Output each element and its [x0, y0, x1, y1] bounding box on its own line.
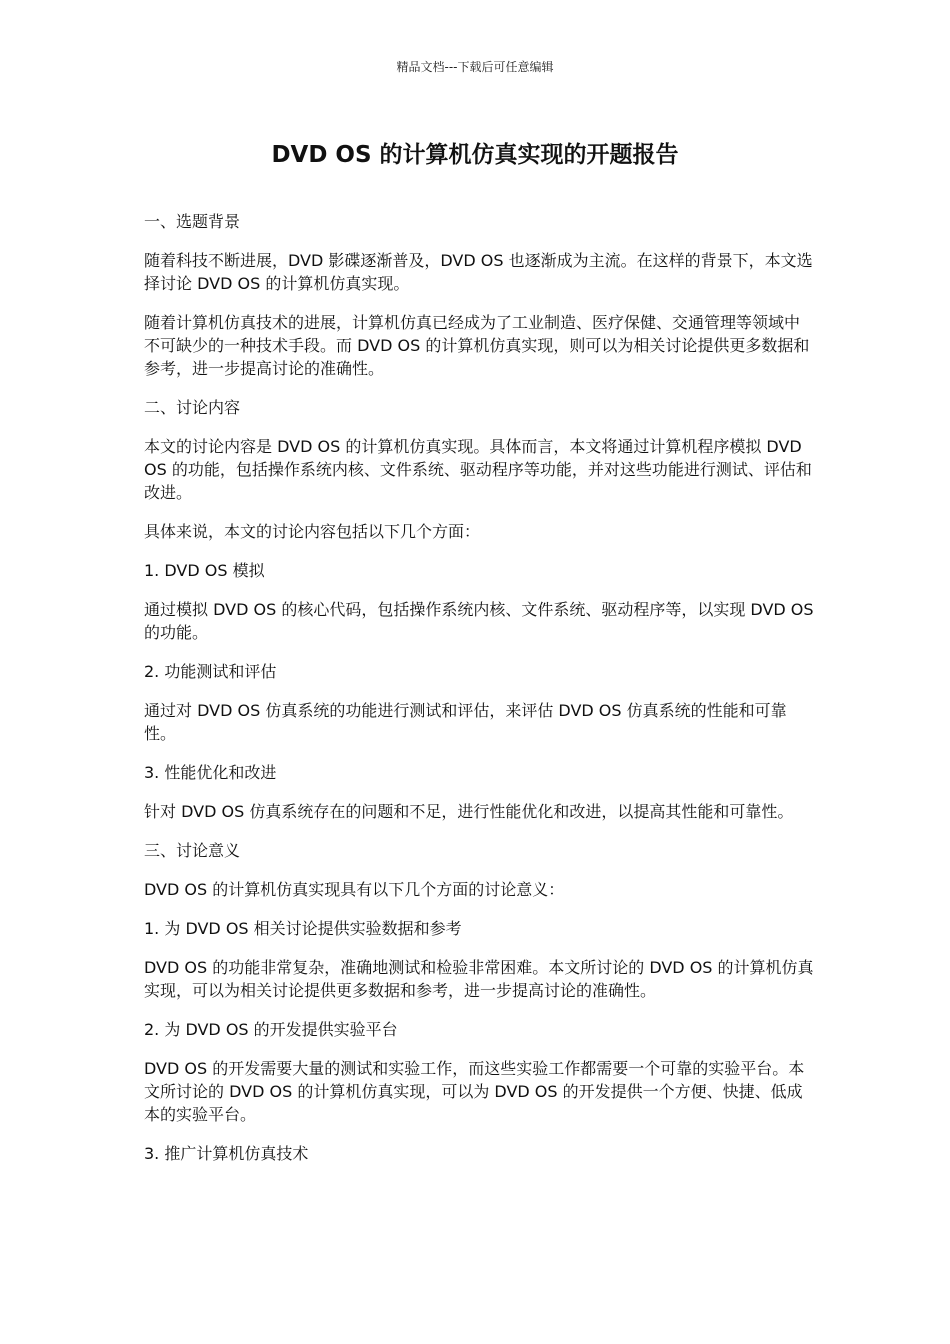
- list-heading: 1. DVD OS 模拟: [144, 561, 265, 580]
- list-heading: 3. 性能优化和改进: [144, 763, 277, 782]
- header-note: 精品文档---下载后可任意编辑: [396, 60, 554, 74]
- paragraph: DVD OS 的开发需要大量的测试和实验工作，而这些实验工作都需要一个可靠的实验平台。本文所讨论的 DVD OS 的计算机仿真实现，可以为 DVD OS 的开发提供一个方便、快捷、低成本的实验平台。: [144, 1059, 805, 1124]
- section-heading-background: 一、选题背景: [144, 212, 241, 231]
- paragraph: 本文的讨论内容是 DVD OS 的计算机仿真实现。具体而言，本文将通过计算机程序模拟 DVD OS 的功能，包括操作系统内核、文件系统、驱动程序等功能，并对这些功能进行测试、评估和改进。: [144, 437, 812, 502]
- document-title: DVD OS 的计算机仿真实现的开题报告: [271, 142, 679, 168]
- paragraph: 通过模拟 DVD OS 的核心代码，包括操作系统内核、文件系统、驱动程序等，以实现 DVD OS 的功能。: [144, 600, 814, 642]
- paragraph: 通过对 DVD OS 仿真系统的功能进行测试和评估，来评估 DVD OS 仿真系统的性能和可靠性。: [144, 701, 787, 743]
- list-heading: 3. 推广计算机仿真技术: [144, 1144, 309, 1163]
- list-heading: 1. 为 DVD OS 相关讨论提供实验数据和参考: [144, 919, 462, 938]
- paragraph: DVD OS 的功能非常复杂，准确地测试和检验非常困难。本文所讨论的 DVD OS 的计算机仿真实现，可以为相关讨论提供更多数据和参考，进一步提高讨论的准确性。: [144, 958, 814, 1000]
- list-heading: 2. 为 DVD OS 的开发提供实验平台: [144, 1020, 398, 1039]
- paragraph: 具体来说，本文的讨论内容包括以下几个方面：: [144, 522, 481, 541]
- paragraph: 随着科技不断进展，DVD 影碟逐渐普及，DVD OS 也逐渐成为主流。在这样的背景下，本文选择讨论 DVD OS 的计算机仿真实现。: [144, 251, 813, 293]
- paragraph: 随着计算机仿真技术的进展，计算机仿真已经成为了工业制造、医疗保健、交通管理等领域中不可缺少的一种技术手段。而 DVD OS 的计算机仿真实现，则可以为相关讨论提供更多数据和参考，进一步提高讨论的准确性。: [144, 313, 810, 378]
- paragraph: 针对 DVD OS 仿真系统存在的问题和不足，进行性能优化和改进，以提高其性能和可靠性。: [144, 802, 794, 821]
- section-heading-significance: 三、讨论意义: [144, 841, 241, 860]
- list-heading: 2. 功能测试和评估: [144, 662, 277, 681]
- document-body: [144, 210, 814, 1181]
- section-heading-content: 二、讨论内容: [144, 398, 241, 417]
- paragraph: DVD OS 的计算机仿真实现具有以下几个方面的讨论意义：: [144, 880, 565, 899]
